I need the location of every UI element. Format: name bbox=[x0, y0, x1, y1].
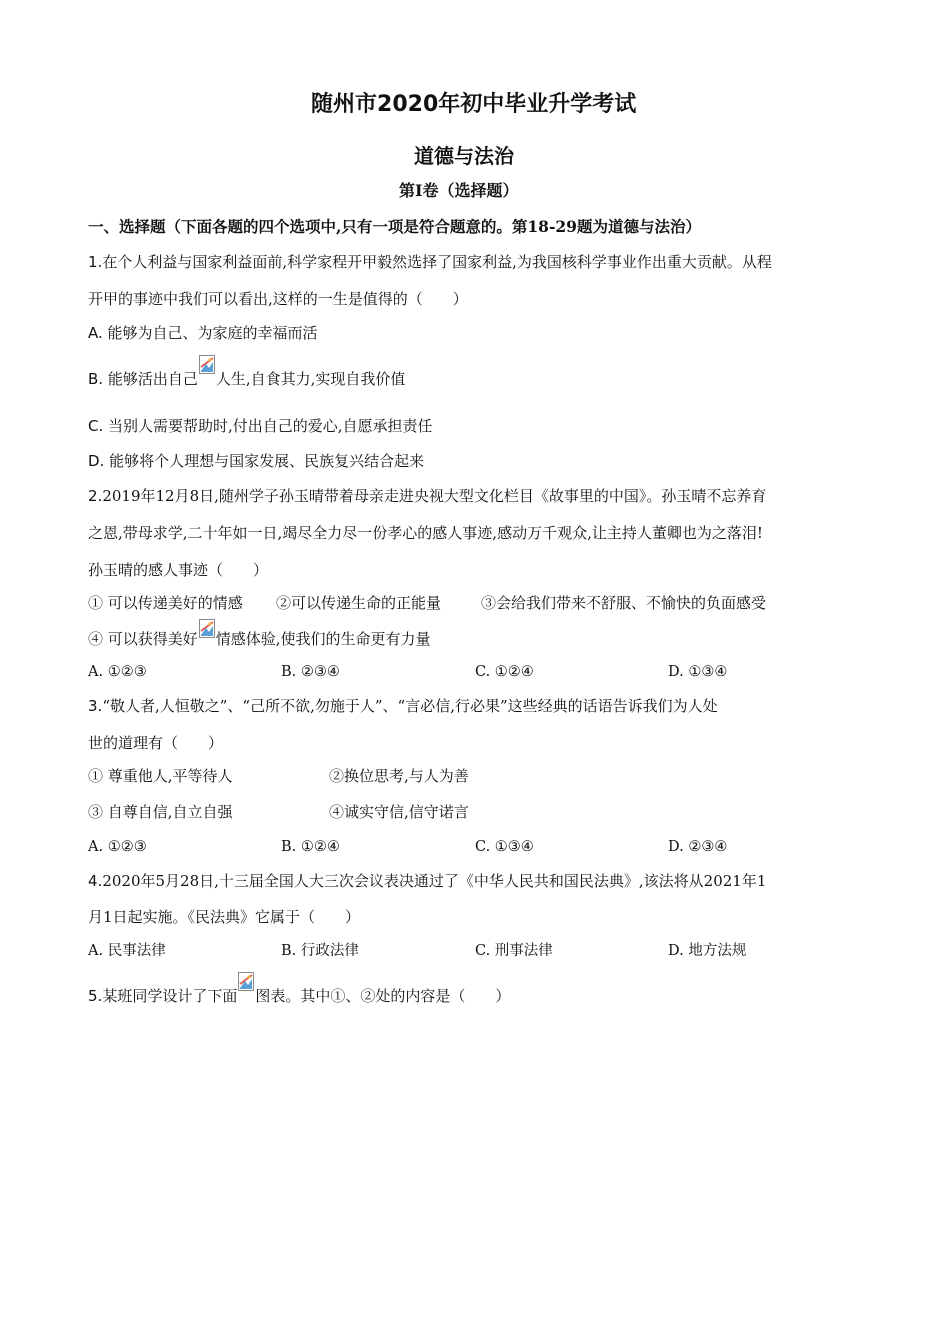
q3-item-1: ① 尊重他人,平等待人 bbox=[88, 767, 233, 785]
q3-choice-c: C. ①③④ bbox=[475, 839, 534, 855]
question-number: 4. bbox=[88, 872, 103, 890]
question-4-line-2: 月1日起实施。《民法典》它属于（ ） bbox=[88, 908, 361, 926]
volume-title: 第Ⅰ卷（选择题） bbox=[399, 181, 519, 200]
q2-item-4 bbox=[88, 629, 431, 649]
question-number: 2. bbox=[88, 487, 103, 505]
q3-item-4: ④诚实守信,信守诺言 bbox=[329, 803, 469, 821]
broken-image-icon bbox=[238, 972, 254, 991]
q2-choice-c: C. ①②④ bbox=[475, 664, 534, 680]
option-text-part-1: 能够活出自己 bbox=[103, 370, 198, 388]
question-text: “敬人者,人恒敬之”、“己所不欲,勿施于人”、“言必信,行必果”这些经典的话语告诉我们为人处 bbox=[102, 697, 718, 715]
q4-choice-d: D. 地方法规 bbox=[668, 943, 747, 959]
q2-item-1: ① 可以传递美好的情感 bbox=[88, 594, 243, 612]
question-text-part-2: 图表。其中①、②处的内容是（ ） bbox=[255, 987, 511, 1005]
option-label: D. bbox=[88, 452, 105, 470]
item-text-part-2: 情感体验,使我们的生命更有力量 bbox=[215, 630, 431, 648]
q3-choice-b: B. ①②④ bbox=[281, 839, 340, 855]
option-text-part-2: 人生,自食其力,实现自我价值 bbox=[215, 370, 406, 388]
title-suffix: 年初中毕业升学考试 bbox=[438, 91, 637, 117]
question-number: 3. bbox=[88, 697, 103, 715]
question-1-line-1 bbox=[88, 252, 772, 272]
q2-item-3: ③会给我们带来不舒服、不愉快的负面感受 bbox=[481, 594, 767, 612]
q4-choice-b: B. 行政法律 bbox=[281, 943, 359, 959]
q3-item-2: ②换位思考,与人为善 bbox=[329, 767, 469, 785]
title-prefix: 随州市 bbox=[311, 91, 378, 117]
q1-option-c bbox=[88, 416, 433, 436]
q2-item-2: ②可以传递生命的正能量 bbox=[276, 594, 442, 612]
option-label: A. bbox=[88, 324, 103, 342]
section-heading: 一、选择题（下面各题的四个选项中,只有一项是符合题意的。第18-29题为道德与法治） bbox=[88, 217, 701, 236]
option-text: 能够将个人理想与国家发展、民族复兴结合起来 bbox=[104, 452, 425, 470]
q2-choice-a: A. ①②③ bbox=[88, 664, 147, 680]
q3-choice-d: D. ②③④ bbox=[668, 839, 728, 855]
title-year: 2020 bbox=[377, 92, 439, 117]
question-3-line-2: 世的道理有（ ） bbox=[88, 734, 224, 752]
question-text: 2020年5月28日,十三届全国人大三次会议表决通过了《中华人民共和国民法典》,该法将从2021年1 bbox=[102, 872, 767, 890]
q2-choice-b: B. ②③④ bbox=[281, 664, 340, 680]
question-2-line-2: 之恩,带母求学,二十年如一日,竭尽全力尽一份孝心的感人事迹,感动万千观众,让主持人董卿也为之落泪! bbox=[88, 524, 763, 542]
q2-choice-d: D. ①③④ bbox=[668, 664, 728, 680]
subject-title: 道德与法治 bbox=[414, 144, 514, 168]
question-text-part-1: 某班同学设计了下面 bbox=[102, 987, 238, 1005]
q3-item-3: ③ 自尊自信,自立自强 bbox=[88, 803, 233, 821]
question-2-line-1 bbox=[88, 486, 766, 506]
q1-option-b bbox=[88, 369, 405, 389]
question-1-line-2: 开甲的事迹中我们可以看出,这样的一生是值得的（ ） bbox=[88, 290, 468, 308]
q4-choice-c: C. 刑事法律 bbox=[475, 943, 553, 959]
q1-option-a bbox=[88, 323, 318, 343]
question-2-line-3: 孙玉晴的感人事迹（ ） bbox=[88, 561, 269, 579]
item-text-part-1: ④ 可以获得美好 bbox=[88, 630, 198, 648]
option-label: B. bbox=[88, 370, 104, 388]
broken-image-icon bbox=[199, 619, 215, 638]
question-3-line-1 bbox=[88, 696, 718, 716]
option-text: 能够为自己、为家庭的幸福而活 bbox=[102, 324, 318, 342]
question-number: 1. bbox=[88, 253, 103, 271]
exam-title bbox=[311, 90, 636, 119]
question-number: 5. bbox=[88, 987, 103, 1005]
option-label: C. bbox=[88, 417, 104, 435]
q4-choice-a: A. 民事法律 bbox=[88, 943, 166, 959]
question-text: 2019年12月8日,随州学子孙玉晴带着母亲走进央视大型文化栏目《故事里的中国》。孙玉晴不忘养育 bbox=[102, 487, 767, 505]
q1-option-d bbox=[88, 451, 424, 471]
question-text: 在个人利益与国家利益面前,科学家程开甲毅然选择了国家利益,为我国核科学事业作出重大贡献。从程 bbox=[102, 253, 772, 271]
q3-choice-a: A. ①②③ bbox=[88, 839, 147, 855]
option-text: 当别人需要帮助时,付出自己的爱心,自愿承担责任 bbox=[103, 417, 433, 435]
broken-image-icon bbox=[199, 355, 215, 374]
question-5-line-1 bbox=[88, 986, 510, 1006]
question-4-line-1 bbox=[88, 871, 766, 891]
